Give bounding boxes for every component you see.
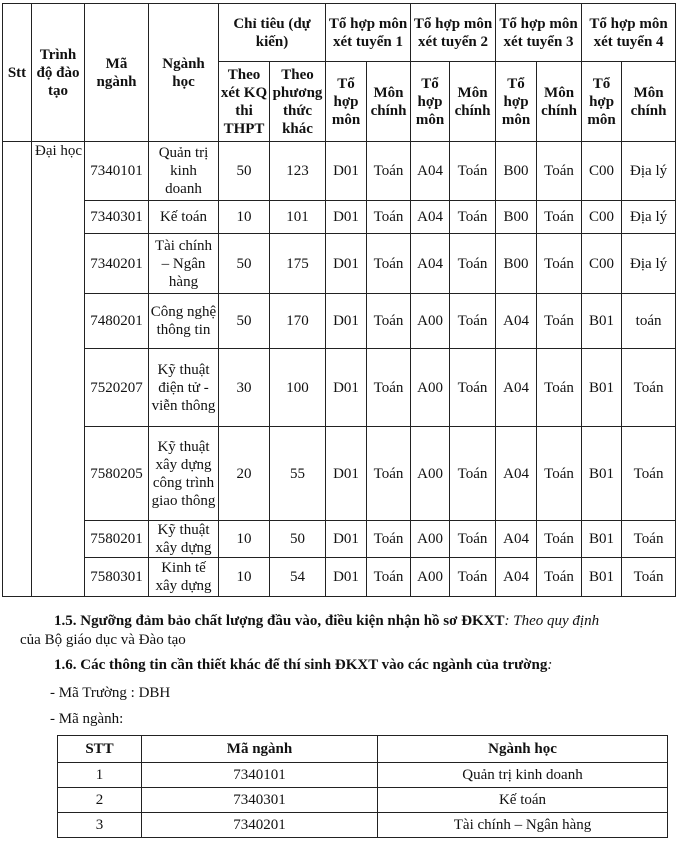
- table-row: [3, 427, 676, 521]
- combo-3-cell: B00: [496, 142, 537, 201]
- combo-1-cell: D01: [326, 521, 367, 558]
- sub-header-stt: STT: [58, 736, 142, 763]
- main-subject-4-cell: Địa lý: [622, 142, 676, 201]
- main-subject-2-cell: Toán: [450, 427, 496, 521]
- quota-other-cell: 170: [270, 294, 326, 349]
- school-code-line: - Mã Trường : DBH: [50, 685, 171, 701]
- combo-3-cell: A04: [496, 521, 537, 558]
- combo-2-cell: A00: [411, 427, 450, 521]
- header-stt: Stt: [3, 4, 32, 142]
- sub-major-cell: Tài chính – Ngân hàng: [378, 813, 668, 838]
- header-main-subject-4: Môn chính: [622, 62, 676, 142]
- main-subject-2-cell: Toán: [450, 349, 496, 427]
- quota-other-cell: 50: [270, 521, 326, 558]
- header-combo-sub-4: Tổ hợp môn: [582, 62, 622, 142]
- main-subject-4-cell: Toán: [622, 427, 676, 521]
- stt-cell: [3, 142, 32, 597]
- code-cell: 7340301: [85, 201, 149, 234]
- major-cell: Tài chính – Ngân hàng: [149, 234, 219, 294]
- main-subject-2-cell: Toán: [450, 558, 496, 597]
- table-row: [3, 294, 676, 349]
- quota-other-cell: 175: [270, 234, 326, 294]
- major-cell: Kế toán: [149, 201, 219, 234]
- header-combo-1: Tổ hợp môn xét tuyển 1: [326, 4, 411, 62]
- combo-2-cell: A00: [411, 521, 450, 558]
- code-cell: 7580301: [85, 558, 149, 597]
- quota-other-cell: 55: [270, 427, 326, 521]
- main-subject-4-cell: Địa lý: [622, 201, 676, 234]
- section-1-5: [0, 612, 684, 631]
- section-1-6-colon: :: [547, 657, 553, 673]
- quota-other-cell: 123: [270, 142, 326, 201]
- major-code-label: - Mã ngành:: [50, 711, 124, 727]
- table-row: [58, 788, 668, 813]
- combo-4-cell: C00: [582, 201, 622, 234]
- main-subject-1-cell: Toán: [367, 234, 411, 294]
- combo-1-cell: D01: [326, 349, 367, 427]
- section-1-6: [0, 656, 684, 675]
- main-subject-3-cell: Toán: [537, 349, 582, 427]
- combo-2-cell: A04: [411, 142, 450, 201]
- quota-other-cell: 100: [270, 349, 326, 427]
- header-combo-3: Tổ hợp môn xét tuyển 3: [496, 4, 582, 62]
- main-subject-2-cell: Toán: [450, 521, 496, 558]
- header-quota-other: Theo phương thức khác: [270, 62, 326, 142]
- quota-thpt-cell: 10: [219, 558, 270, 597]
- code-cell: 7480201: [85, 294, 149, 349]
- combo-4-cell: C00: [582, 234, 622, 294]
- header-level: Trình độ đào tạo: [32, 4, 85, 142]
- code-cell: 7340101: [85, 142, 149, 201]
- main-subject-4-cell: Toán: [622, 349, 676, 427]
- combo-1-cell: D01: [326, 201, 367, 234]
- major-cell: Quản trị kinh doanh: [149, 142, 219, 201]
- major-cell: Kỹ thuật xây dựng: [149, 521, 219, 558]
- section-1-5-colon: : Theo quy định: [504, 613, 600, 629]
- quota-thpt-cell: 30: [219, 349, 270, 427]
- table-row: [3, 234, 676, 294]
- main-subject-2-cell: Toán: [450, 142, 496, 201]
- quota-thpt-cell: 10: [219, 201, 270, 234]
- combo-3-cell: A04: [496, 294, 537, 349]
- main-subject-1-cell: Toán: [367, 201, 411, 234]
- main-subject-4-cell: Địa lý: [622, 234, 676, 294]
- combo-1-cell: D01: [326, 427, 367, 521]
- sub-major-cell: Quản trị kinh doanh: [378, 763, 668, 788]
- combo-3-cell: A04: [496, 427, 537, 521]
- sub-stt-cell: 2: [58, 788, 142, 813]
- major-cell: Kỹ thuật xây dựng công trình giao thông: [149, 427, 219, 521]
- quota-other-cell: 101: [270, 201, 326, 234]
- combo-4-cell: B01: [582, 294, 622, 349]
- main-subject-3-cell: Toán: [537, 294, 582, 349]
- combo-4-cell: C00: [582, 142, 622, 201]
- combo-3-cell: B00: [496, 201, 537, 234]
- main-subject-1-cell: Toán: [367, 142, 411, 201]
- major-cell: Kỹ thuật điện tử - viễn thông: [149, 349, 219, 427]
- main-subject-1-cell: Toán: [367, 558, 411, 597]
- main-subject-4-cell: Toán: [622, 521, 676, 558]
- sub-stt-cell: 3: [58, 813, 142, 838]
- combo-4-cell: B01: [582, 558, 622, 597]
- header-major: Ngành học: [149, 4, 219, 142]
- code-cell: 7520207: [85, 349, 149, 427]
- sub-header-code: Mã ngành: [142, 736, 378, 763]
- main-subject-1-cell: Toán: [367, 349, 411, 427]
- code-cell: 7340201: [85, 234, 149, 294]
- header-combo-sub-1: Tổ hợp môn: [326, 62, 367, 142]
- quota-other-cell: 54: [270, 558, 326, 597]
- main-subject-4-cell: toán: [622, 294, 676, 349]
- sub-major-cell: Kế toán: [378, 788, 668, 813]
- combo-3-cell: A04: [496, 558, 537, 597]
- main-subject-4-cell: Toán: [622, 558, 676, 597]
- combo-3-cell: B00: [496, 234, 537, 294]
- header-quota: Chỉ tiêu (dự kiến): [219, 4, 326, 62]
- main-subject-1-cell: Toán: [367, 521, 411, 558]
- quota-thpt-cell: 20: [219, 427, 270, 521]
- main-subject-3-cell: Toán: [537, 201, 582, 234]
- code-cell: 7580201: [85, 521, 149, 558]
- header-code: Mã ngành: [85, 4, 149, 142]
- combo-1-cell: D01: [326, 294, 367, 349]
- major-cell: Kinh tế xây dựng: [149, 558, 219, 597]
- combo-2-cell: A00: [411, 349, 450, 427]
- sub-code-cell: 7340201: [142, 813, 378, 838]
- combo-4-cell: B01: [582, 427, 622, 521]
- sub-code-cell: 7340301: [142, 788, 378, 813]
- main-subject-2-cell: Toán: [450, 201, 496, 234]
- level-cell: Đại học: [32, 142, 85, 597]
- combo-2-cell: A04: [411, 201, 450, 234]
- table-row: [3, 201, 676, 234]
- combo-4-cell: B01: [582, 349, 622, 427]
- main-subject-1-cell: Toán: [367, 294, 411, 349]
- combo-2-cell: A00: [411, 558, 450, 597]
- admission-quota-table: [2, 3, 676, 597]
- sub-stt-cell: 1: [58, 763, 142, 788]
- major-code-table: [57, 735, 668, 838]
- sub-header-major: Ngành học: [378, 736, 668, 763]
- header-main-subject-2: Môn chính: [450, 62, 496, 142]
- main-subject-2-cell: Toán: [450, 294, 496, 349]
- section-1-5-continued: của Bộ giáo dục và Đào tạo: [20, 632, 186, 648]
- header-combo-2: Tổ hợp môn xét tuyển 2: [411, 4, 496, 62]
- main-subject-3-cell: Toán: [537, 427, 582, 521]
- main-subject-3-cell: Toán: [537, 558, 582, 597]
- combo-1-cell: D01: [326, 234, 367, 294]
- main-subject-3-cell: Toán: [537, 521, 582, 558]
- quota-thpt-cell: 10: [219, 521, 270, 558]
- table-row: [3, 349, 676, 427]
- quota-thpt-cell: 50: [219, 142, 270, 201]
- main-subject-2-cell: Toán: [450, 234, 496, 294]
- header-quota-thpt: Theo xét KQ thi THPT: [219, 62, 270, 142]
- combo-1-cell: D01: [326, 558, 367, 597]
- quota-thpt-cell: 50: [219, 294, 270, 349]
- header-main-subject-3: Môn chính: [537, 62, 582, 142]
- header-combo-4: Tổ hợp môn xét tuyển 4: [582, 4, 676, 62]
- main-subject-1-cell: Toán: [367, 427, 411, 521]
- table-row: [3, 558, 676, 597]
- table-row: [3, 521, 676, 558]
- sub-code-cell: 7340101: [142, 763, 378, 788]
- main-subject-3-cell: Toán: [537, 142, 582, 201]
- table-row: [58, 813, 668, 838]
- section-1-5-heading: 1.5. Ngưỡng đảm bảo chất lượng đầu vào, điều kiện nhận hồ sơ ĐKXT: [54, 613, 505, 629]
- combo-2-cell: A00: [411, 294, 450, 349]
- table-row: [3, 142, 676, 201]
- combo-1-cell: D01: [326, 142, 367, 201]
- combo-2-cell: A04: [411, 234, 450, 294]
- table-row: [58, 763, 668, 788]
- code-cell: 7580205: [85, 427, 149, 521]
- combo-3-cell: A04: [496, 349, 537, 427]
- header-combo-sub-3: Tổ hợp môn: [496, 62, 537, 142]
- section-1-6-heading: 1.6. Các thông tin cần thiết khác để thí sinh ĐKXT vào các ngành của trường: [54, 657, 548, 673]
- main-subject-3-cell: Toán: [537, 234, 582, 294]
- header-main-subject-1: Môn chính: [367, 62, 411, 142]
- major-cell: Công nghệ thông tin: [149, 294, 219, 349]
- quota-thpt-cell: 50: [219, 234, 270, 294]
- header-combo-sub-2: Tổ hợp môn: [411, 62, 450, 142]
- combo-4-cell: B01: [582, 521, 622, 558]
